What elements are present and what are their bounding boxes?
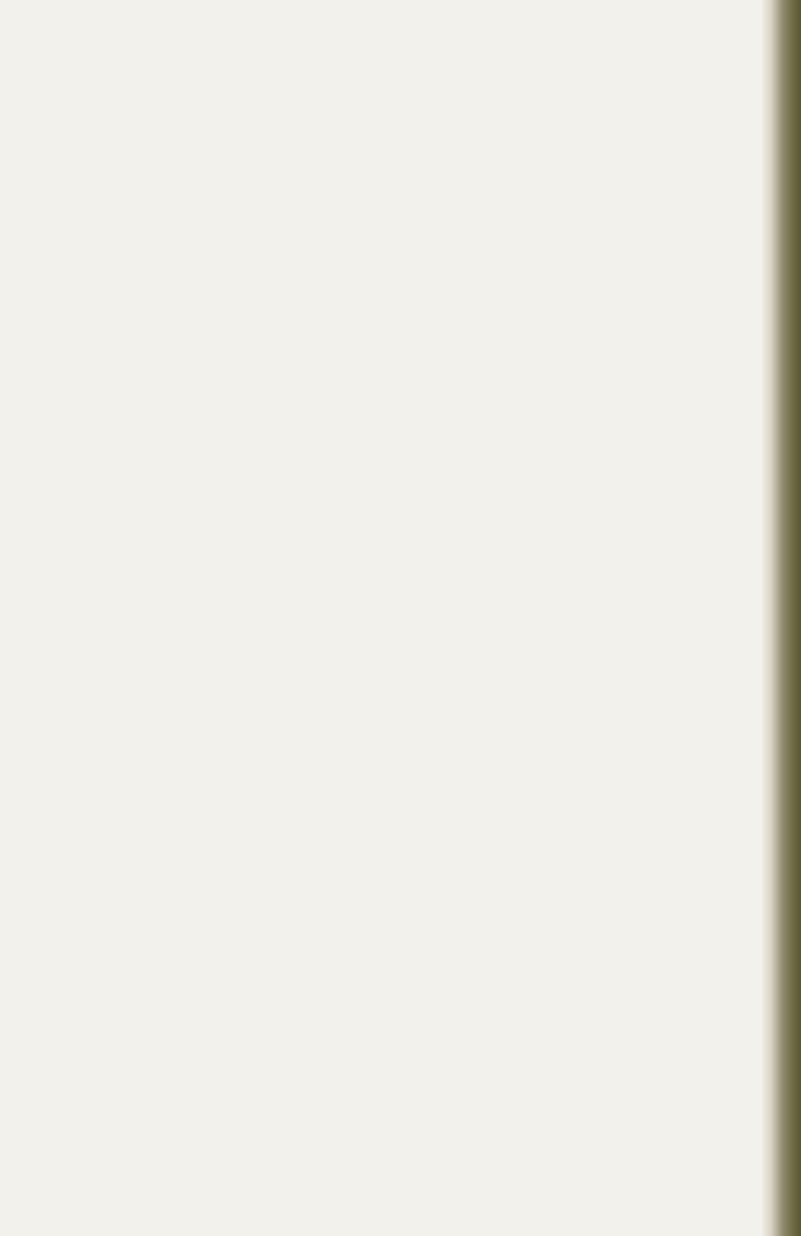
- index-content: [79, 99, 745, 149]
- page-header: [0, 45, 760, 69]
- page-edge-shadow: [761, 0, 801, 1236]
